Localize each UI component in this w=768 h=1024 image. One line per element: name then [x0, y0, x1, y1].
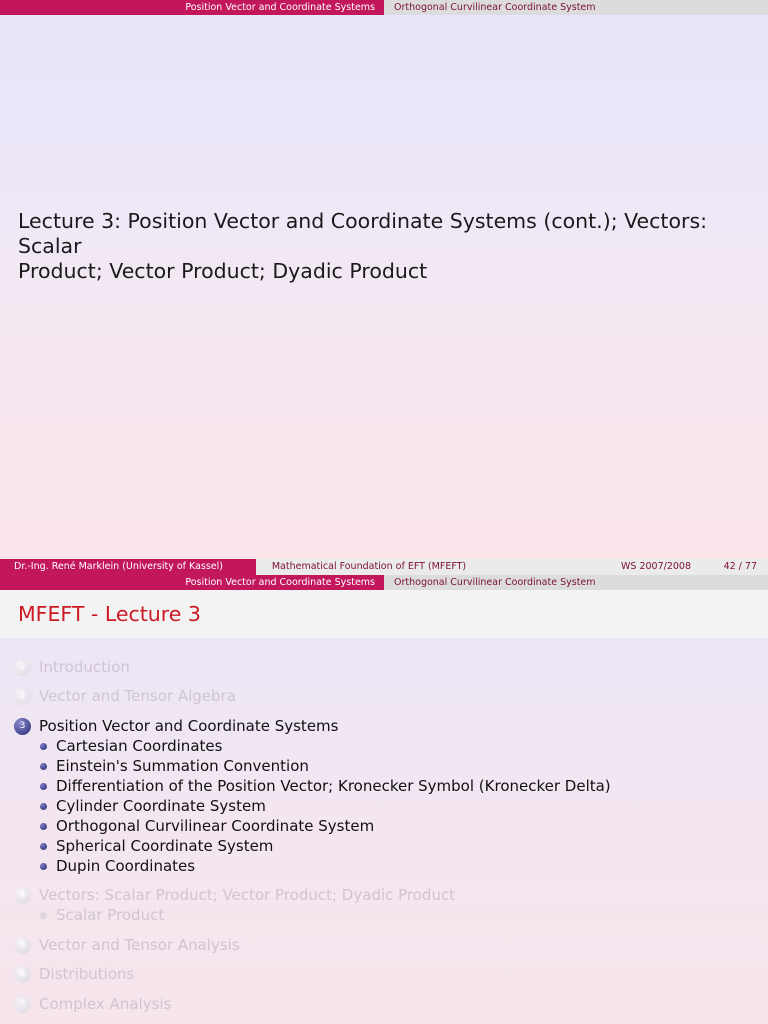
toc-section-1[interactable]: [14, 657, 130, 677]
section-number-ball: 1: [14, 659, 31, 676]
toc-subsection-dupin[interactable]: [40, 856, 195, 876]
bullet-icon: [40, 823, 47, 830]
toc-subsection-einstein[interactable]: [40, 756, 309, 776]
toc-subsection-label: Einstein's Summation Convention: [56, 757, 309, 775]
toc-section-label: Introduction: [39, 658, 130, 676]
footer-author[interactable]: Dr.-Ing. René Marklein (University of Kassel): [0, 559, 256, 575]
toc-section-3[interactable]: [14, 716, 338, 736]
toc-subsection-label: Cartesian Coordinates: [56, 737, 223, 755]
bullet-icon: [40, 803, 47, 810]
lecture-title-line-1: Lecture 3: Position Vector and Coordinate Systems (cont.); Vectors: Scalar: [18, 209, 708, 258]
section-number-ball: 4: [14, 887, 31, 904]
toc-section-label: Vector and Tensor Algebra: [39, 687, 236, 705]
bullet-icon: [40, 763, 47, 770]
frame-title: MFEFT - Lecture 3: [18, 602, 201, 626]
toc-subsection-label: Differentiation of the Position Vector; Kronecker Symbol (Kronecker Delta): [56, 777, 611, 795]
slide-header-bar: [0, 0, 768, 15]
toc-subsection-orthogonal[interactable]: [40, 816, 374, 836]
toc-subsection-label: Dupin Coordinates: [56, 857, 196, 875]
section-number-ball: 3: [14, 718, 31, 735]
toc-section-label: Vector and Tensor Analysis: [39, 936, 240, 954]
toc-section-label: Complex Analysis: [39, 995, 172, 1013]
footer-page-number: 42 / 77: [723, 561, 757, 572]
bullet-icon: [40, 743, 47, 750]
bullet-icon: [40, 783, 47, 790]
toc-subsection-scalar-product[interactable]: [40, 905, 164, 925]
slide-footer-bar: [0, 559, 768, 575]
toc-section-label: Vectors: Scalar Product; Vector Product; Dyadic Product: [39, 886, 456, 904]
slide-header-bar: [0, 575, 768, 590]
lecture-title-line-2: Product; Vector Product; Dyadic Product: [18, 259, 428, 283]
section-number-ball: 2: [14, 688, 31, 705]
toc-subsection-spherical[interactable]: [40, 836, 273, 856]
toc-subsection-label: Spherical Coordinate System: [56, 837, 274, 855]
header-subsection-link[interactable]: Orthogonal Curvilinear Coordinate System: [384, 575, 768, 590]
toc-section-2[interactable]: [14, 686, 236, 706]
bullet-icon: [40, 843, 47, 850]
bullet-icon: [40, 912, 47, 919]
toc-section-4[interactable]: [14, 885, 455, 905]
section-number-ball: 6: [14, 966, 31, 983]
toc-subsection-cylinder[interactable]: [40, 796, 266, 816]
lecture-title: [18, 209, 758, 284]
outline-slide: [0, 575, 768, 1024]
toc-subsection-label: Scalar Product: [56, 906, 165, 924]
header-section-link[interactable]: Position Vector and Coordinate Systems: [0, 575, 384, 590]
toc-subsection-label: Orthogonal Curvilinear Coordinate System: [56, 817, 375, 835]
header-section-link[interactable]: Position Vector and Coordinate Systems: [0, 0, 384, 15]
toc-section-6[interactable]: [14, 964, 134, 984]
toc-section-5[interactable]: [14, 935, 240, 955]
section-number-ball: 7: [14, 996, 31, 1013]
section-number-ball: 5: [14, 937, 31, 954]
footer-course[interactable]: Mathematical Foundation of EFT (MFEFT): [256, 559, 512, 575]
toc-subsection-cartesian[interactable]: [40, 736, 222, 756]
toc-subsection-differentiation[interactable]: [40, 776, 611, 796]
toc-section-7[interactable]: [14, 994, 171, 1014]
footer-term-page: [512, 559, 768, 575]
toc-section-label: Distributions: [39, 965, 135, 983]
bullet-icon: [40, 863, 47, 870]
footer-term[interactable]: WS 2007/2008: [621, 561, 691, 572]
header-subsection-link[interactable]: Orthogonal Curvilinear Coordinate System: [384, 0, 768, 15]
toc-subsection-label: Cylinder Coordinate System: [56, 797, 266, 815]
toc-section-label: Position Vector and Coordinate Systems: [39, 717, 339, 735]
